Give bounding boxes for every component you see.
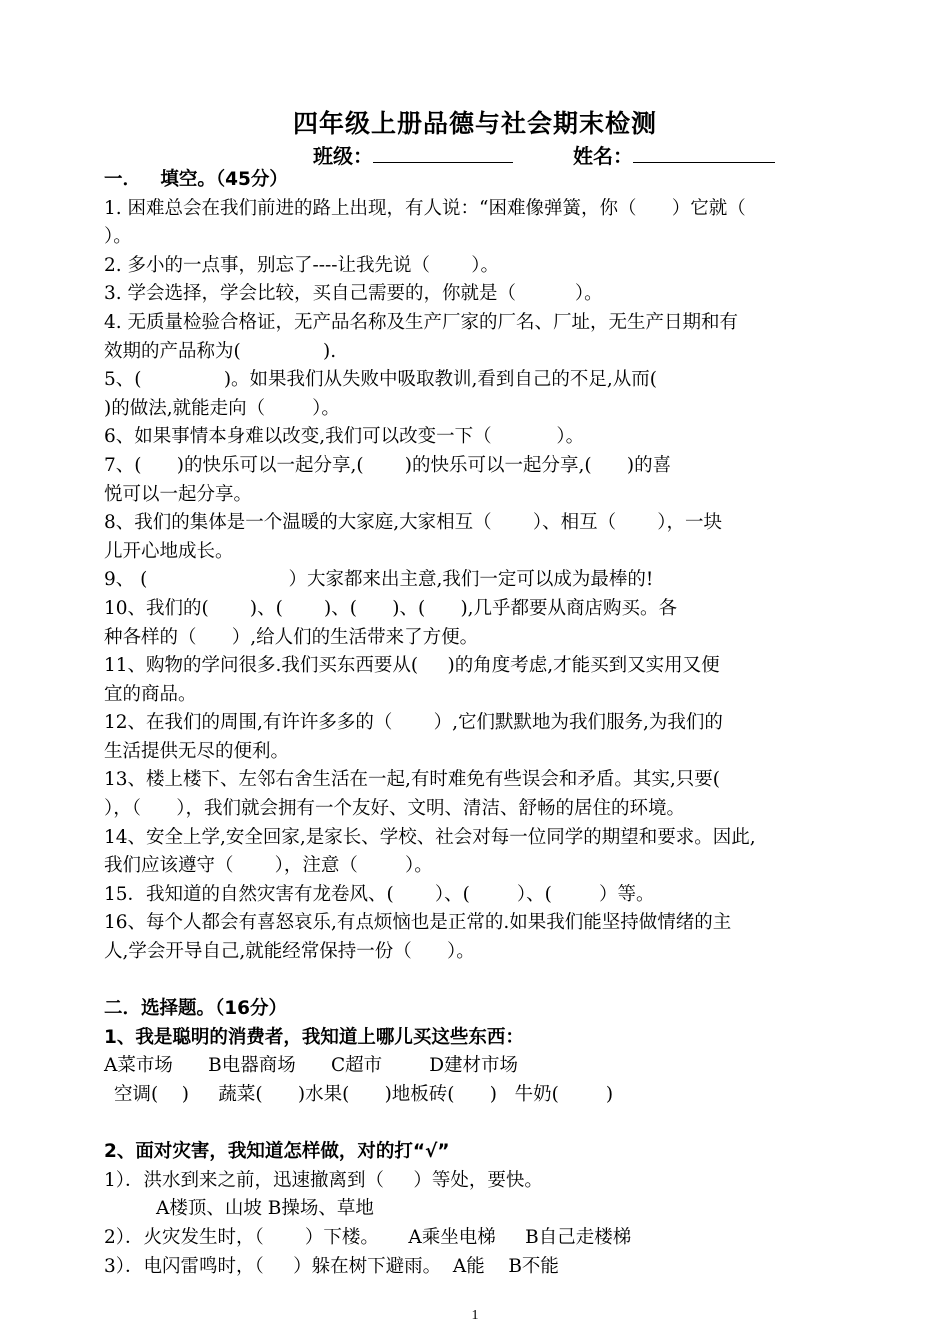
fill-line: ），（ ），我们就会拥有一个友好、文明、清洁、舒畅的居住的环境。 [104,798,686,820]
section1-questions [104,195,864,967]
fill-line: 种各样的（ ）,给人们的生活带来了方便。 [104,626,479,648]
fill-line: 3. 学会选择，学会比较，买自己需要的，你就是（ ）。 [104,283,603,305]
q2-heading: 2、面对灾害，我知道怎样做，对的打“√” [104,1141,450,1163]
page-title: 四年级上册品德与社会期末检测 [292,109,657,138]
exam-content [104,166,864,1281]
fill-line: 8、我们的集体是一个温暖的大家庭,大家相互（ ）、相互（ ），一块 [104,512,722,534]
fill-line: 9、 ( ）大家都来出主意,我们一定可以成为最棒的! [104,569,654,591]
fill-line: 15．我知道的自然灾害有龙卷风、( ）、( ）、( ）等。 [104,883,655,905]
spacer [104,1110,864,1139]
fill-line: 效期的产品称为( ). [104,340,337,362]
fill-line: 人,学会开导自己,就能经常保持一份（ ）。 [104,941,475,963]
fill-line: 4. 无质量检验合格证，无产品名称及生产厂家的厂名、厂址，无生产日期和有 [104,311,739,333]
fill-line: 10、我们的( )、( )、( )、( ),几乎都要从商店购买。各 [104,597,678,619]
fill-line: 1. 困难总会在我们前进的路上出现，有人说：“困难像弹簧，你（ ）它就（ [104,197,746,219]
q2-line: 3）．电闪雷鸣时，（ ）躲在树下避雨。 A能 B不能 [104,1255,559,1277]
q1-heading: 1、我是聪明的消费者，我知道上哪儿买这些东西： [104,1026,524,1048]
fill-line: )的做法,就能走向（ ）。 [104,397,340,419]
class-blank[interactable] [373,144,513,163]
q2-line: A楼顶、山坡 B操场、草地 [156,1198,374,1220]
fill-line: 悦可以一起分享。 [104,483,253,505]
spacer [104,967,864,996]
fill-line: 我们应该遵守（ ），注意（ ）。 [104,855,433,877]
page-number: 1 [471,1308,479,1323]
q2-line: 2）．火灾发生时，（ ）下楼。 A乘坐电梯 B自己走楼梯 [104,1226,632,1248]
fill-line: 7、( )的快乐可以一起分享,( )的快乐可以一起分享,( )的喜 [104,454,672,476]
fill-line: 儿开心地成长。 [104,540,234,562]
section1-heading: 一． 填空。（45分） [104,169,288,190]
fill-line: 生活提供无尽的便利。 [104,740,290,762]
class-field [313,140,513,169]
q1-items: 空调( ) 蔬菜( )水果( )地板砖( ) 牛奶( ) [114,1084,614,1105]
fill-line: 6、如果事情本身难以改变,我们可以改变一下（ ）。 [104,426,585,448]
q1-options: A菜市场 B电器商场 C超市 D建材市场 [104,1055,519,1077]
fill-line: 16、每个人都会有喜怒哀乐,有点烦恼也是正常的.如果我们能坚持做情绪的主 [104,912,732,934]
fill-line: 12、在我们的周围,有许许多多的（ ）,它们默默地为我们服务,为我们的 [104,712,723,734]
q2-line: 1）．洪水到来之前，迅速撤离到（ ）等处，要快。 [104,1169,543,1191]
class-label: 班级： [313,144,373,168]
fill-line: 5、( )。如果我们从失败中吸取教训,看到自己的不足,从而( [104,369,658,391]
fill-line: 2. 多小的一点事，别忘了----让我先说（ ）。 [104,254,499,276]
fill-line: 11、购物的学问很多.我们买东西要从( )的角度考虑,才能买到又实用又便 [104,655,720,677]
name-label: 姓名： [573,144,633,168]
name-field [573,140,775,169]
section2-heading: 二．选择题。（16分） [104,998,287,1020]
fill-line: 14、安全上学,安全回家,是家长、学校、社会对每一位同学的期望和要求。因此, [104,826,756,848]
name-blank[interactable] [633,144,775,163]
fill-line: 13、楼上楼下、左邻右舍生活在一起,有时难免有些误会和矛盾。其实,只要( [104,769,721,791]
fill-line: 宜的商品。 [104,683,197,705]
fill-line: ）。 [104,226,132,248]
